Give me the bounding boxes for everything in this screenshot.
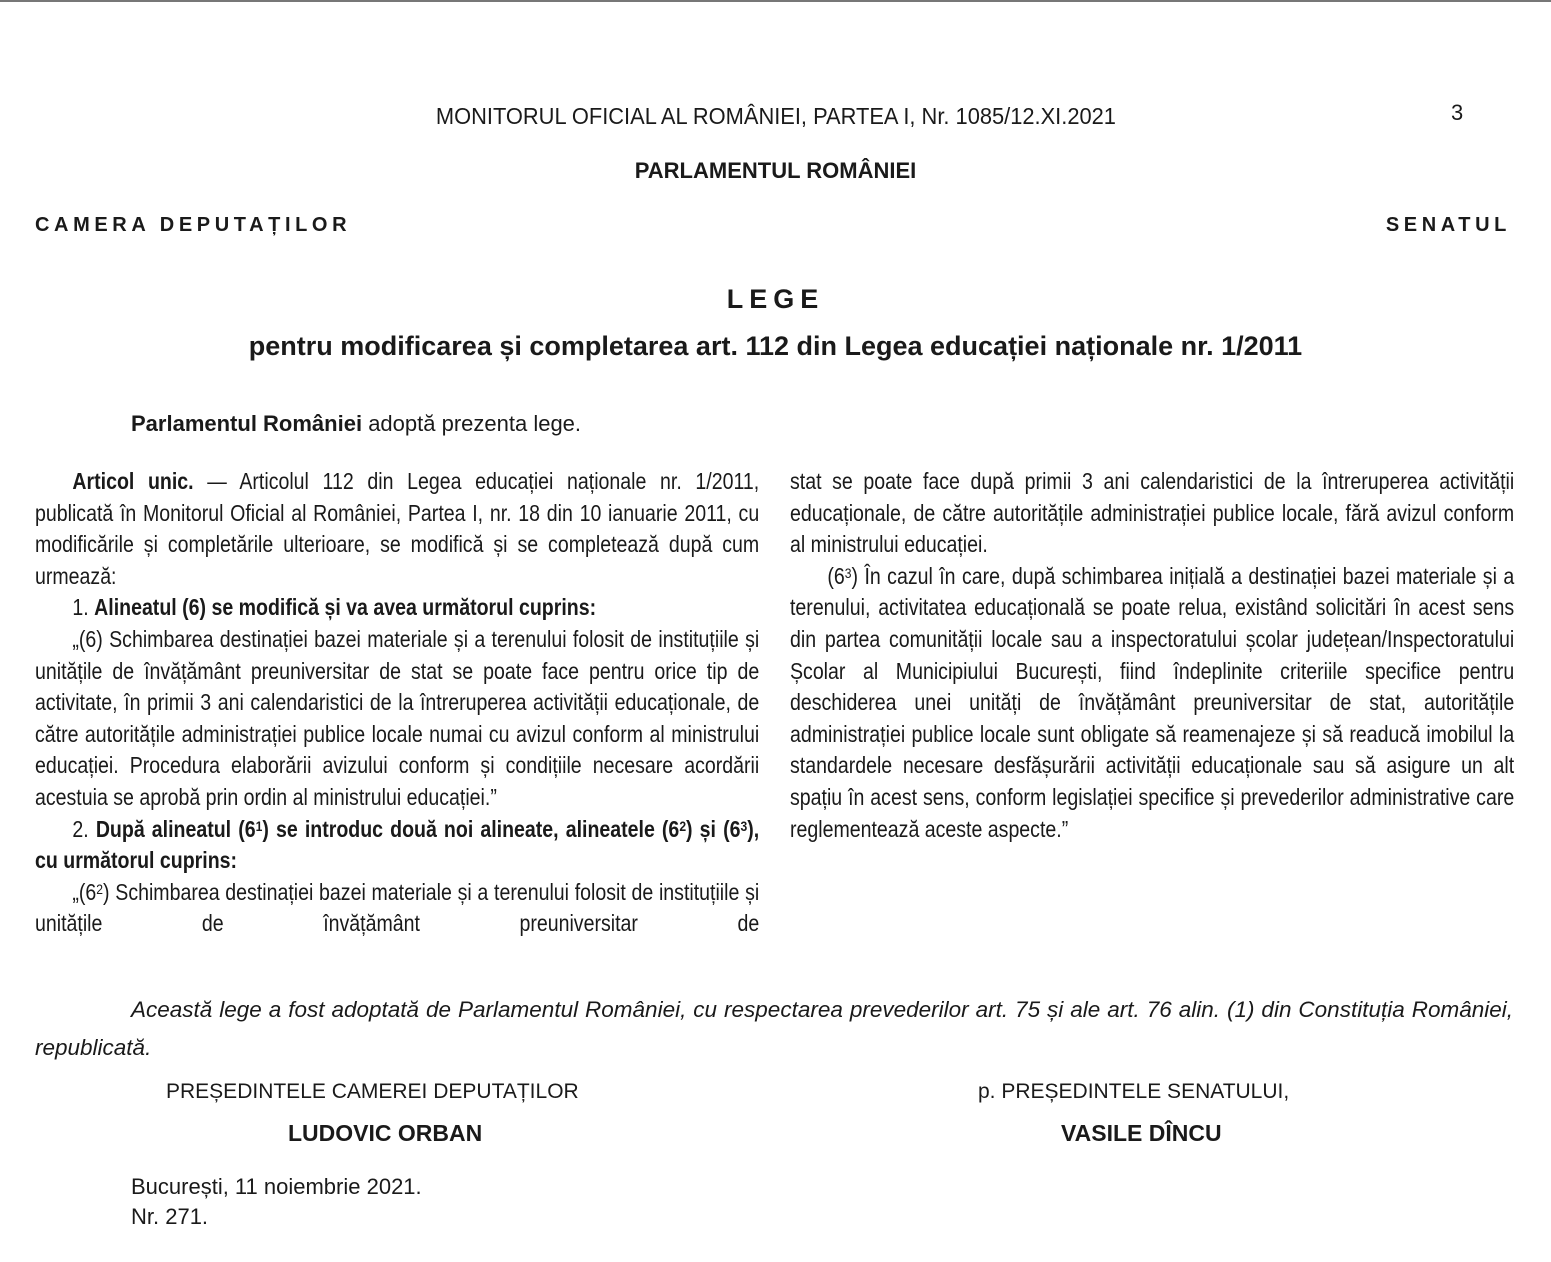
paragraph xyxy=(35,466,759,592)
page-number: 3 xyxy=(1451,100,1464,125)
law-title: pentru modificarea și completarea art. 112 din Legea educației naționale nr. 1/2011 xyxy=(248,331,1303,361)
text: stat se poate face după primii 3 ani calendaristici de la întreruperea activității educaționale, de către autoritățile administrației publice locale, fără avizul conform al ministrului educației. xyxy=(790,468,1515,558)
senate-heading: SENATUL xyxy=(1385,214,1511,236)
bold-text: ), cu următorul cuprins: xyxy=(35,815,760,874)
paragraph xyxy=(35,877,759,940)
paragraph xyxy=(35,592,759,624)
adoption-text: adoptă prezenta lege. xyxy=(362,411,582,436)
gazette-header-text: MONITORUL OFICIAL AL ROMÂNIEI, PARTEA I, Nr. 1085/12.XI.2021 xyxy=(435,103,1116,129)
bold-text: ) se introduc două noi alineate, alineatele (6 xyxy=(262,815,680,842)
bold-text: ) și (6 xyxy=(686,815,741,842)
adoption-subject: Parlamentul României xyxy=(131,411,363,436)
signatory-left-role: PREȘEDINTELE CAMEREI DEPUTAȚILOR xyxy=(166,1080,579,1103)
text: ) În cazul în care, după schimbarea inițială a destinației bazei materiale și a terenului, activitatea educațională se poate relua, existând solicitări în acest sens din partea comunității locale sau a inspectoratului școlar județean/Inspectoratului Școlar al Municipiului București, fiind îndeplinite criteriile specifice pentru deschiderea unei unități de învățământ preuniversitar de stat, autoritățile administrației publice locale sunt obligate să reamenajeze și să readucă imobilul la standardele necesare desfășurării activității educaționale sau să asigure un alt spațiu în acest sens, conform legislației specifice și prevederilor administrative care reglementează aceste aspecte.” xyxy=(790,562,1515,842)
signatory-right-name: VASILE DÎNCU xyxy=(1061,1120,1222,1146)
parliament-heading: PARLAMENTUL ROMÂNIEI xyxy=(634,158,917,183)
document-type: LEGE xyxy=(726,284,825,314)
text: „(6) Schimbarea destinației bazei materiale și a terenului folosit de instituțiile și unitățile de învățământ preuniversitar de stat se poate face pentru orice tip de activitate, în primii 3 ani calendaristici de la întreruperea activității educaționale, de către autoritățile administrației publice locale numai cu avizul conform al ministrului educației. Procedura elaborării avizului conform și condițiile necesare acordării acestuia se aprobă prin ordin al ministrului educației.” xyxy=(35,625,760,810)
signatory-left-name: LUDOVIC ORBAN xyxy=(288,1120,483,1146)
bold-text: După alineatul (6 xyxy=(95,815,256,842)
text: — Articolul 112 din Legea educației naționale nr. 1/2011, publicată în Monitorul Oficial al României, Partea I, nr. 18 din 10 ianuarie 2011, cu modificările și completările ulterioare, se modifică și se completează după cum urmează: xyxy=(35,468,760,589)
superscript: 2 xyxy=(679,818,687,835)
paragraph xyxy=(35,624,759,814)
superscript: 3 xyxy=(740,818,748,835)
text-column-left xyxy=(35,466,759,940)
closing-statement: Această lege a fost adoptată de Parlamentul României, cu respectarea prevederilor art. 75 și ale art. 76 alin. (1) din Constituția României, republicată. xyxy=(35,997,1513,1060)
place-date: București, 11 noiembrie 2021. xyxy=(131,1174,422,1199)
signatory-right-role: p. PREȘEDINTELE SENATULUI, xyxy=(978,1080,1290,1103)
superscript: 1 xyxy=(255,818,263,835)
text: ) Schimbarea destinației bazei materiale și a terenului folosit de instituțiile și unitățile de învățământ preuniversitar de xyxy=(35,878,760,937)
text: (6 xyxy=(827,562,845,589)
superscript: 3 xyxy=(844,565,852,582)
adoption-statement xyxy=(131,411,581,437)
chamber-of-deputies-heading: CAMERA DEPUTAȚILOR xyxy=(35,214,352,236)
paragraph xyxy=(790,466,1514,561)
gazette-header xyxy=(0,103,1551,130)
paragraph xyxy=(790,561,1514,845)
superscript: 2 xyxy=(96,881,104,898)
text: 1. xyxy=(72,594,95,621)
text: „(6 xyxy=(72,878,97,905)
text: 2. xyxy=(72,815,96,842)
text-column-right xyxy=(790,466,1514,845)
top-border xyxy=(0,0,1551,2)
law-number: Nr. 271. xyxy=(131,1204,209,1229)
bold-text: Alineatul (6) se modifică și va avea următorul cuprins: xyxy=(94,594,597,621)
paragraph xyxy=(35,814,759,877)
bold-text: Articol unic. xyxy=(72,468,194,494)
